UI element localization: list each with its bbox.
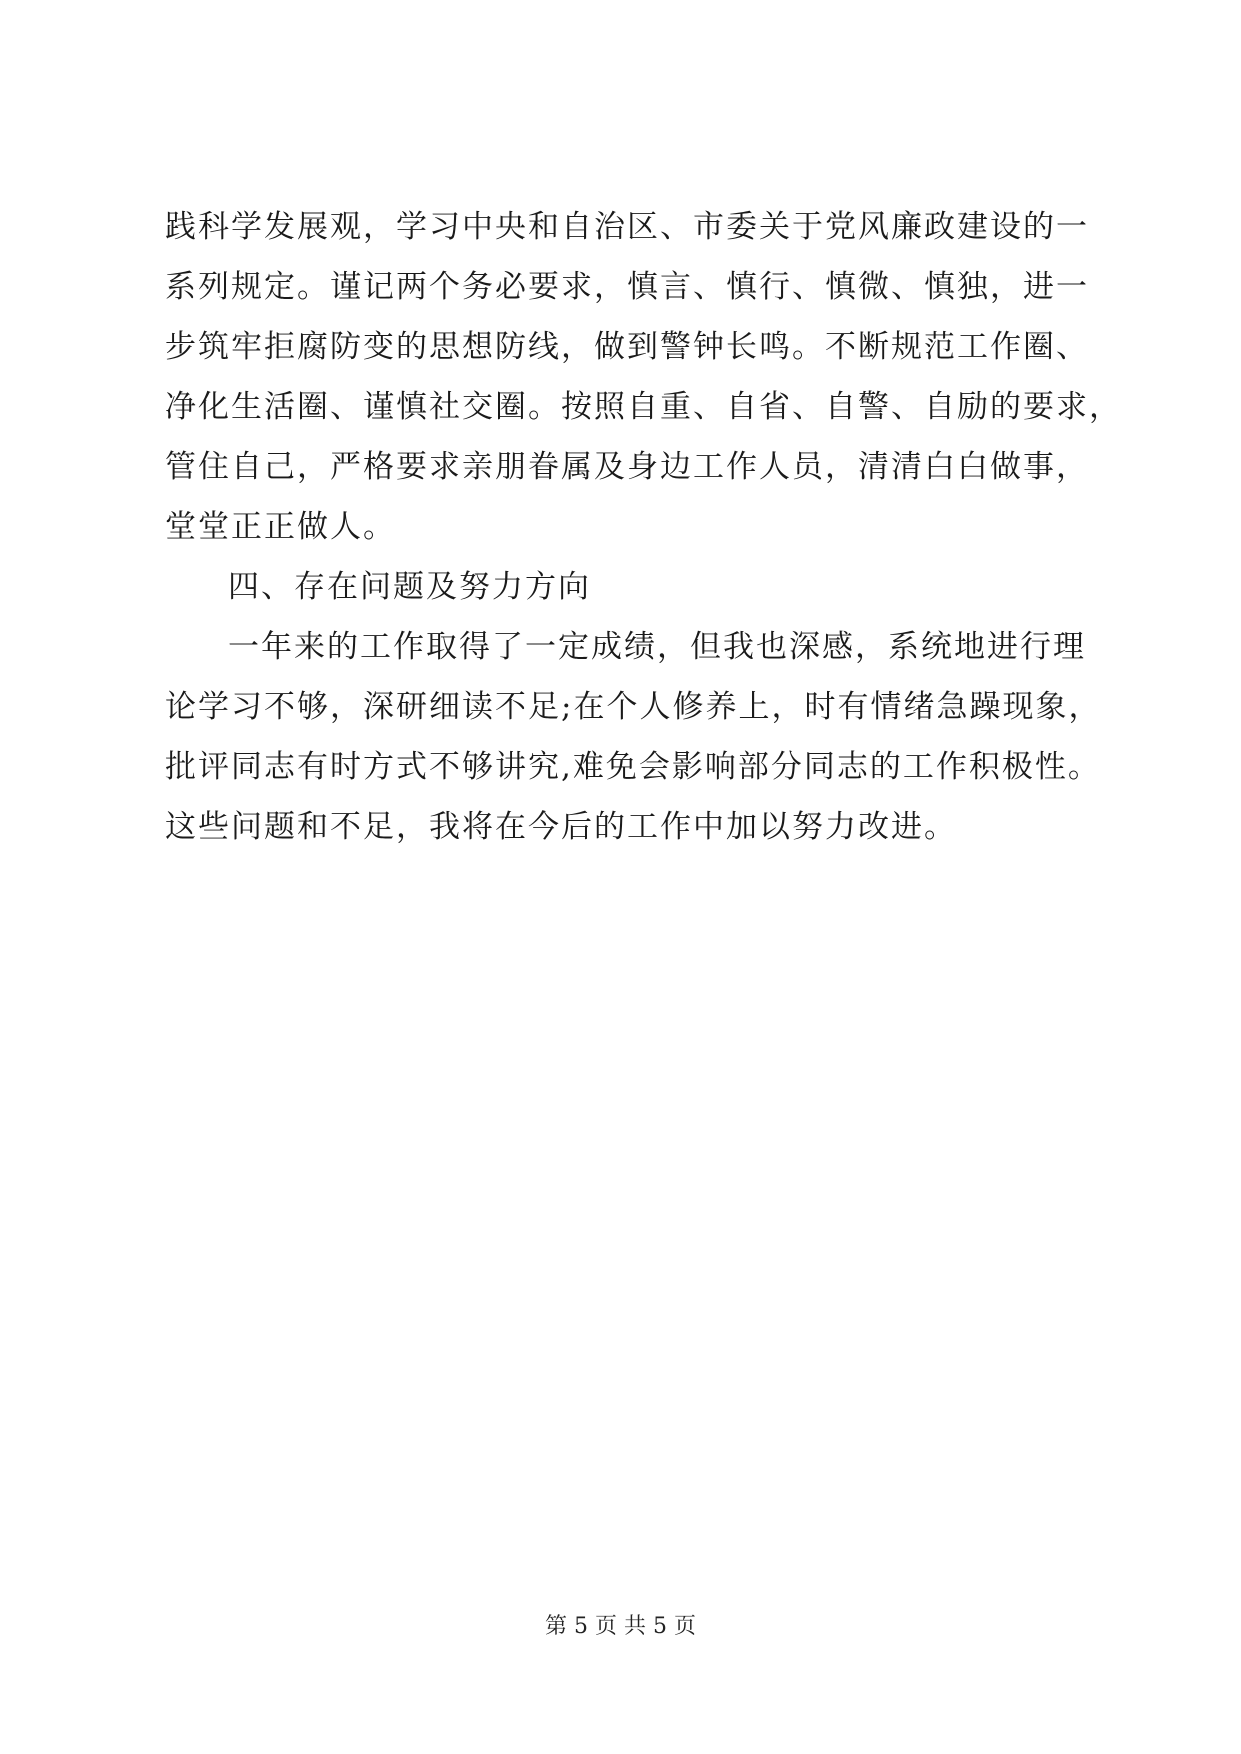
body-text-line: 论学习不够，深研细读不足;在个人修养上，时有情绪急躁现象， — [165, 689, 1102, 725]
body-text-line: 这些问题和不足，我将在今后的工作中加以努力改进。 — [165, 809, 957, 845]
body-text-line: 步筑牢拒腐防变的思想防线，做到警钟长鸣。不断规范工作圈、 — [165, 329, 1089, 365]
body-text-line: 净化生活圈、谨慎社交圈。按照自重、自省、自警、自励的要求， — [165, 389, 1122, 425]
body-text-line: 管住自己，严格要求亲朋眷属及身边工作人员，清清白白做事， — [165, 449, 1089, 485]
page-number-footer: 第 5 页 共 5 页 — [545, 1614, 696, 1639]
section-heading: 四、存在问题及努力方向 — [228, 569, 591, 605]
body-text-line: 系列规定。谨记两个务必要求，慎言、慎行、慎微、慎独，进一 — [165, 269, 1089, 305]
body-text-line: 一年来的工作取得了一定成绩，但我也深感，系统地进行理 — [228, 629, 1086, 665]
body-text-line: 堂堂正正做人。 — [165, 509, 396, 545]
body-text-line: 批评同志有时方式不够讲究,难免会影响部分同志的工作积极性。 — [165, 749, 1101, 785]
body-text-line: 践科学发展观，学习中央和自治区、市委关于党风廉政建设的一 — [165, 209, 1089, 245]
